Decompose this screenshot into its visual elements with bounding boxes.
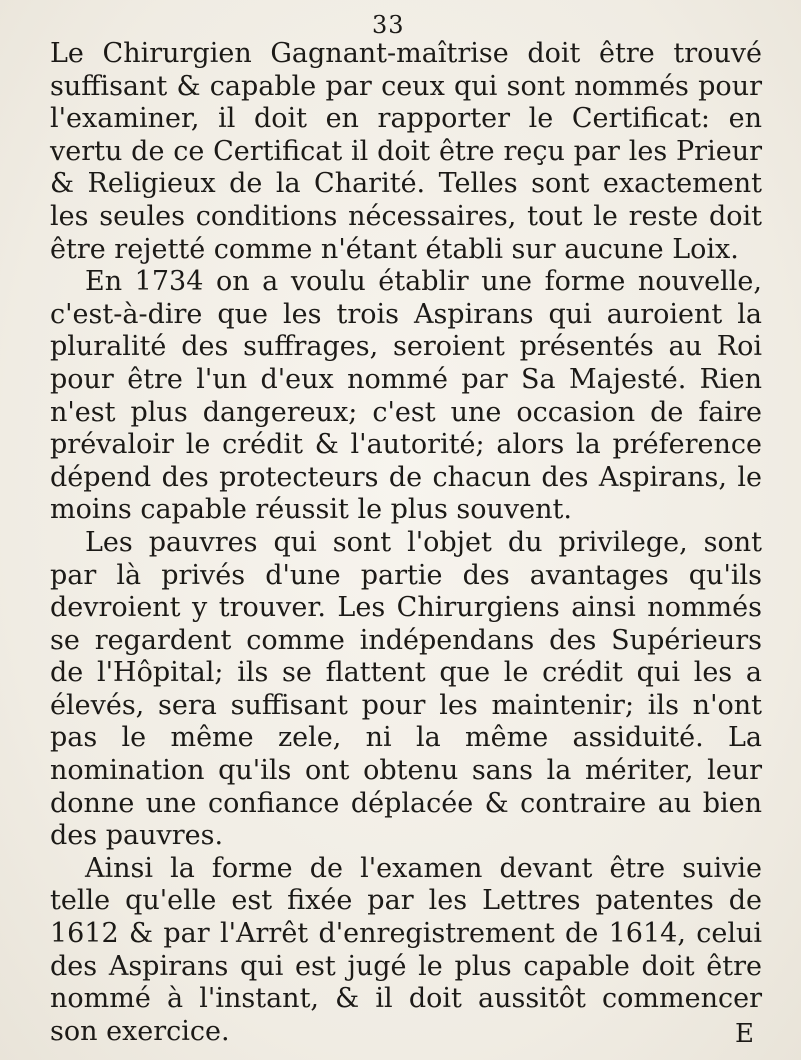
- catchword: E: [735, 1019, 754, 1049]
- paragraph-2: En 1734 on a voulu établir une forme nouvelle, c'est-à-dire que les trois Aspirans qui auroient la pluralité des suffrages, seroient présentés au Roi pour être l'un d'eux nommé par Sa Majesté. Rien n'est plus dangereux; c'est une occasion de faire prévaloir le crédit & l'autorité; alors la préference dépend des protecteurs de chacun des Aspirans, le moins capable réussit le plus souvent.: [50, 266, 762, 526]
- paragraph-3: Les pauvres qui sont l'objet du privilege, sont par là privés d'une partie des avantages qu'ils devroient y trouver. Les Chirurgiens ainsi nommés se regardent comme indépendans des Supérieurs de l'Hôpital; ils se flattent que le crédit qui les a élevés, sera suffisant pour les maintenir; ils n'ont pas le même zele, ni la même assiduité. La nomination qu'ils ont obtenu sans la mériter, leur donne une confiance déplacée & contraire au bien des pauvres.: [50, 526, 762, 852]
- paragraph-1: Le Chirurgien Gagnant-maîtrise doit être trouvé suffisant & capable par ceux qui sont nommés pour l'examiner, il doit en rapporter le Certificat: en vertu de ce Certificat il doit être reçu par les Prieur & Religieux de la Charité. Telles sont exactement les seules conditions nécessaires, tout le reste doit être rejetté comme n'étant établi sur aucune Loix.: [50, 38, 762, 265]
- body-text: [50, 38, 762, 1048]
- paragraph-4: Ainsi la forme de l'examen devant être suivie telle qu'elle est fixée par les Lettres patentes de 1612 & par l'Arrêt d'enregistrement de 1614, celui des Aspirans qui est jugé le plus capable doit être nommé à l'instant, & il doit aussitôt commencer son exercice.: [50, 852, 762, 1047]
- page-number: 33: [372, 11, 405, 39]
